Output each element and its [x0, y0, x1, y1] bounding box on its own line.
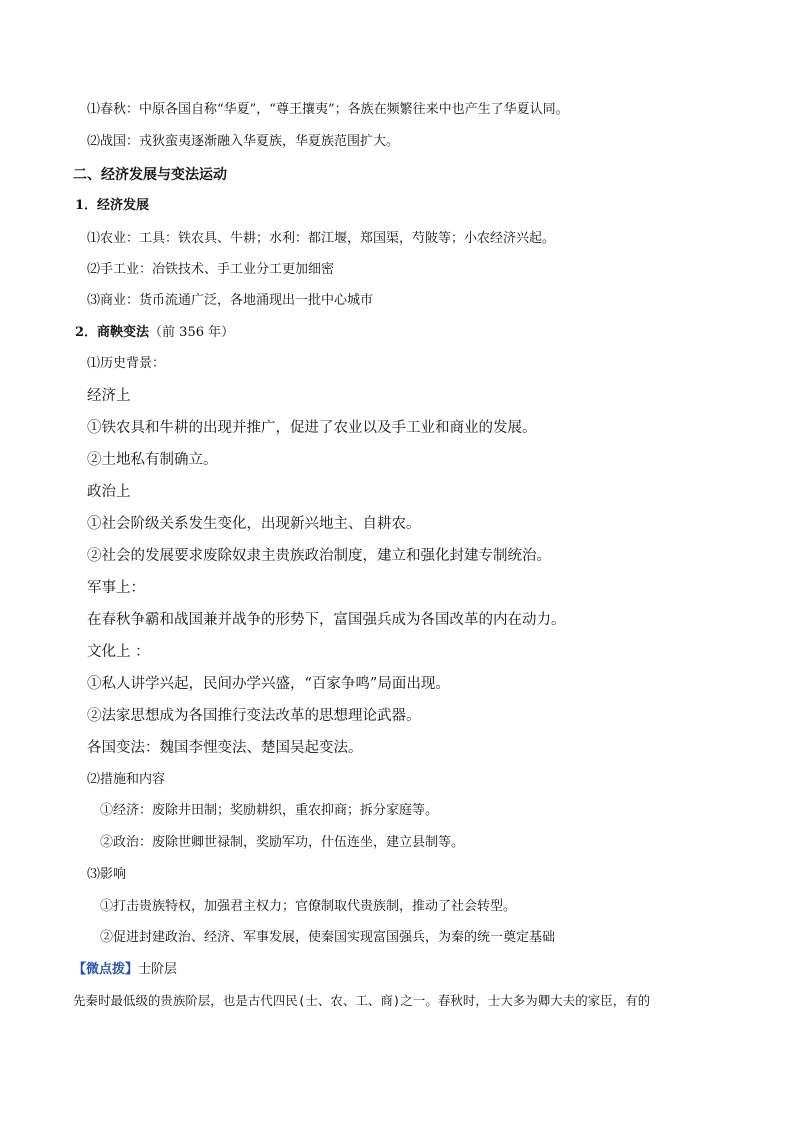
tip-heading	[73, 963, 177, 976]
impact-point-2: ②促进封建政治、经济、军事发展，使秦国实现富国强兵，为秦的统一奠定基础	[100, 930, 556, 945]
measure-politics: ②政治：废除世卿世禄制，奖励军功，什伍连坐，建立县制等。	[100, 835, 465, 850]
state-reforms-point: 各国变法：魏国李悝变法、楚国吴起变法。	[87, 740, 363, 756]
measures-label: ⑵措施和内容	[87, 772, 166, 787]
economy-point-1: ①铁农具和牛耕的出现并推广，促进了农业以及手工业和商业的发展。	[87, 420, 537, 436]
politics-point-1: ①社会阶级关系发生变化，出现新兴地主、自耕农。	[87, 516, 421, 532]
spring-autumn-point: ⑴春秋：中原各国自称“华夏”，“尊王攘夷”；各族在频繁往来中也产生了华夏认同。	[87, 102, 569, 117]
agriculture-point: ⑴农业：工具：铁农具、牛耕；水利：都江堰，郑国渠，芍陂等；小农经济兴起。	[87, 231, 556, 246]
tip-body-text: 先秦时最低级的贵族阶层，也是古代四民(士、农、工、商)之一。春秋时，士大多为卿大夫的家臣，有的	[73, 993, 651, 1008]
culture-point-1: ①私人讲学兴起，民间办学兴盛，“百家争鸣”局面出现。	[87, 676, 450, 692]
section-heading-economy-reform: 二、经济发展与变法运动	[73, 167, 227, 183]
tip-topic: 士阶层	[138, 962, 178, 977]
politics-heading: 政治上	[87, 484, 131, 500]
handicraft-point: ⑵手工业：冶铁技术、手工业分工更加细密	[87, 262, 335, 277]
commerce-point: ⑶商业：货币流通广泛，各地涌现出一批中心城市	[87, 293, 374, 308]
shang-yang-title: 2．商鞅变法	[75, 325, 150, 340]
military-point: 在春秋争霸和战国兼并战争的形势下，富国强兵成为各国改革的内在动力。	[87, 612, 566, 628]
historical-background-label: ⑴历史背景：	[87, 356, 166, 371]
shang-yang-year: （前 356 年）	[149, 325, 235, 340]
culture-point-2: ②法家思想成为各国推行变法改革的思想理论武器。	[87, 708, 421, 724]
warring-states-point: ⑵战国：戎狄蛮夷逐渐融入华夏族，华夏族范围扩大。	[87, 134, 400, 149]
impact-point-1: ①打击贵族特权，加强君主权力；官僚制取代贵族制，推动了社会转型。	[100, 899, 517, 914]
politics-point-2: ②社会的发展要求废除奴隶主贵族政治制度，建立和强化封建专制统治。	[87, 548, 551, 564]
subheading-economic-development: 1．经济发展	[75, 198, 150, 213]
military-heading: 军事上：	[87, 580, 145, 596]
economy-heading: 经济上	[87, 388, 131, 404]
economy-point-2: ②土地私有制确立。	[87, 452, 218, 468]
tip-label: 【微点拨】	[73, 962, 139, 977]
culture-heading: 文化上 ：	[87, 644, 150, 660]
measure-economy: ①经济：废除井田制；奖励耕织，重农抑商；拆分家庭等。	[100, 803, 439, 818]
subheading-shang-yang-reform	[75, 326, 234, 339]
impact-label: ⑶影响	[87, 867, 127, 882]
